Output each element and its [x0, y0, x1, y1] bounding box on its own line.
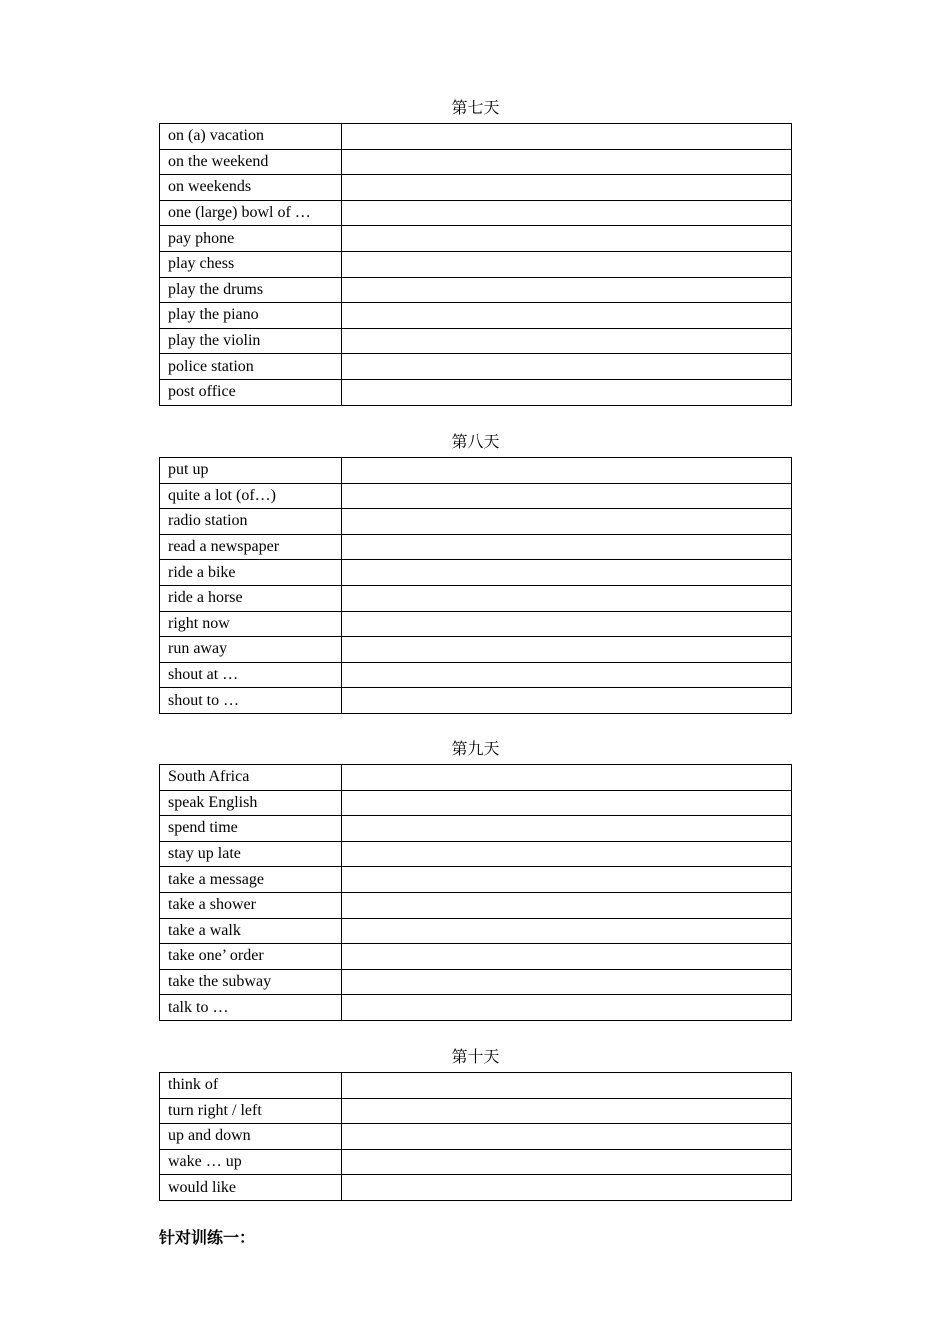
phrase-cell: take one’ order — [160, 944, 342, 970]
section-day-7 — [159, 99, 792, 406]
answer-cell[interactable] — [342, 1098, 792, 1124]
table-row — [160, 1073, 792, 1099]
table-row — [160, 765, 792, 791]
phrase-cell: take the subway — [160, 969, 342, 995]
answer-cell[interactable] — [342, 1073, 792, 1099]
table-row — [160, 354, 792, 380]
phrase-cell: take a walk — [160, 918, 342, 944]
table-row — [160, 1098, 792, 1124]
table-row — [160, 175, 792, 201]
table-row — [160, 251, 792, 277]
answer-cell[interactable] — [342, 637, 792, 663]
table-row — [160, 918, 792, 944]
answer-cell[interactable] — [342, 534, 792, 560]
table-row — [160, 816, 792, 842]
section-day-10 — [159, 1048, 792, 1201]
phrase-cell: ride a horse — [160, 585, 342, 611]
answer-cell[interactable] — [342, 944, 792, 970]
phrase-cell: stay up late — [160, 841, 342, 867]
answer-cell[interactable] — [342, 560, 792, 586]
answer-cell[interactable] — [342, 918, 792, 944]
phrase-cell: on (a) vacation — [160, 124, 342, 150]
phrase-cell: quite a lot (of…) — [160, 483, 342, 509]
phrase-cell: read a newspaper — [160, 534, 342, 560]
answer-cell[interactable] — [342, 379, 792, 405]
table-row — [160, 867, 792, 893]
phrase-cell: pay phone — [160, 226, 342, 252]
vocab-table — [159, 457, 792, 714]
table-row — [160, 662, 792, 688]
table-row — [160, 1149, 792, 1175]
table-row — [160, 1175, 792, 1201]
answer-cell[interactable] — [342, 688, 792, 714]
section-day-8 — [159, 433, 792, 714]
answer-cell[interactable] — [342, 867, 792, 893]
day-title: 第九天 — [451, 741, 500, 758]
table-row — [160, 688, 792, 714]
table-row — [160, 892, 792, 918]
answer-cell[interactable] — [342, 458, 792, 484]
answer-cell[interactable] — [342, 200, 792, 226]
phrase-cell: right now — [160, 611, 342, 637]
answer-cell[interactable] — [342, 790, 792, 816]
table-row — [160, 483, 792, 509]
phrase-cell: speak English — [160, 790, 342, 816]
phrase-cell: turn right / left — [160, 1098, 342, 1124]
table-row — [160, 379, 792, 405]
day-title: 第八天 — [451, 434, 500, 451]
phrase-cell: police station — [160, 354, 342, 380]
table-row — [160, 790, 792, 816]
phrase-cell: one (large) bowl of … — [160, 200, 342, 226]
table-row — [160, 611, 792, 637]
phrase-cell: post office — [160, 379, 342, 405]
answer-cell[interactable] — [342, 1175, 792, 1201]
vocab-table — [159, 764, 792, 1021]
table-row — [160, 509, 792, 535]
answer-cell[interactable] — [342, 328, 792, 354]
answer-cell[interactable] — [342, 277, 792, 303]
phrase-cell: shout to … — [160, 688, 342, 714]
phrase-cell: spend time — [160, 816, 342, 842]
phrase-cell: radio station — [160, 509, 342, 535]
table-row — [160, 303, 792, 329]
table-row — [160, 149, 792, 175]
answer-cell[interactable] — [342, 483, 792, 509]
answer-cell[interactable] — [342, 149, 792, 175]
table-row — [160, 277, 792, 303]
phrase-cell: take a shower — [160, 892, 342, 918]
table-row — [160, 841, 792, 867]
answer-cell[interactable] — [342, 611, 792, 637]
table-row — [160, 328, 792, 354]
phrase-cell: South Africa — [160, 765, 342, 791]
table-row — [160, 534, 792, 560]
table-row — [160, 560, 792, 586]
table-row — [160, 585, 792, 611]
table-row — [160, 458, 792, 484]
answer-cell[interactable] — [342, 175, 792, 201]
phrase-cell: up and down — [160, 1124, 342, 1150]
table-row — [160, 200, 792, 226]
table-row — [160, 124, 792, 150]
table-row — [160, 1124, 792, 1150]
table-row — [160, 944, 792, 970]
phrase-cell: would like — [160, 1175, 342, 1201]
day-title: 第七天 — [451, 100, 500, 117]
vocab-table — [159, 1072, 792, 1201]
day-title: 第十天 — [451, 1049, 500, 1066]
phrase-cell: put up — [160, 458, 342, 484]
phrase-cell: play the violin — [160, 328, 342, 354]
answer-cell[interactable] — [342, 124, 792, 150]
answer-cell[interactable] — [342, 662, 792, 688]
phrase-cell: wake … up — [160, 1149, 342, 1175]
vocab-table — [159, 123, 792, 406]
table-row — [160, 637, 792, 663]
answer-cell[interactable] — [342, 969, 792, 995]
phrase-cell: on the weekend — [160, 149, 342, 175]
section-day-9 — [159, 740, 792, 1021]
practice-heading: 针对训练一： — [159, 1228, 256, 1247]
phrase-cell: on weekends — [160, 175, 342, 201]
phrase-cell: talk to … — [160, 995, 342, 1021]
table-row — [160, 226, 792, 252]
answer-cell[interactable] — [342, 303, 792, 329]
answer-cell[interactable] — [342, 585, 792, 611]
phrase-cell: take a message — [160, 867, 342, 893]
answer-cell[interactable] — [342, 1149, 792, 1175]
table-row — [160, 969, 792, 995]
answer-cell[interactable] — [342, 1124, 792, 1150]
answer-cell[interactable] — [342, 251, 792, 277]
answer-cell[interactable] — [342, 226, 792, 252]
answer-cell[interactable] — [342, 995, 792, 1021]
phrase-cell: think of — [160, 1073, 342, 1099]
table-row — [160, 995, 792, 1021]
answer-cell[interactable] — [342, 892, 792, 918]
phrase-cell: play chess — [160, 251, 342, 277]
answer-cell[interactable] — [342, 816, 792, 842]
answer-cell[interactable] — [342, 509, 792, 535]
answer-cell[interactable] — [342, 765, 792, 791]
phrase-cell: play the drums — [160, 277, 342, 303]
phrase-cell: ride a bike — [160, 560, 342, 586]
phrase-cell: shout at … — [160, 662, 342, 688]
phrase-cell: run away — [160, 637, 342, 663]
answer-cell[interactable] — [342, 841, 792, 867]
phrase-cell: play the piano — [160, 303, 342, 329]
answer-cell[interactable] — [342, 354, 792, 380]
